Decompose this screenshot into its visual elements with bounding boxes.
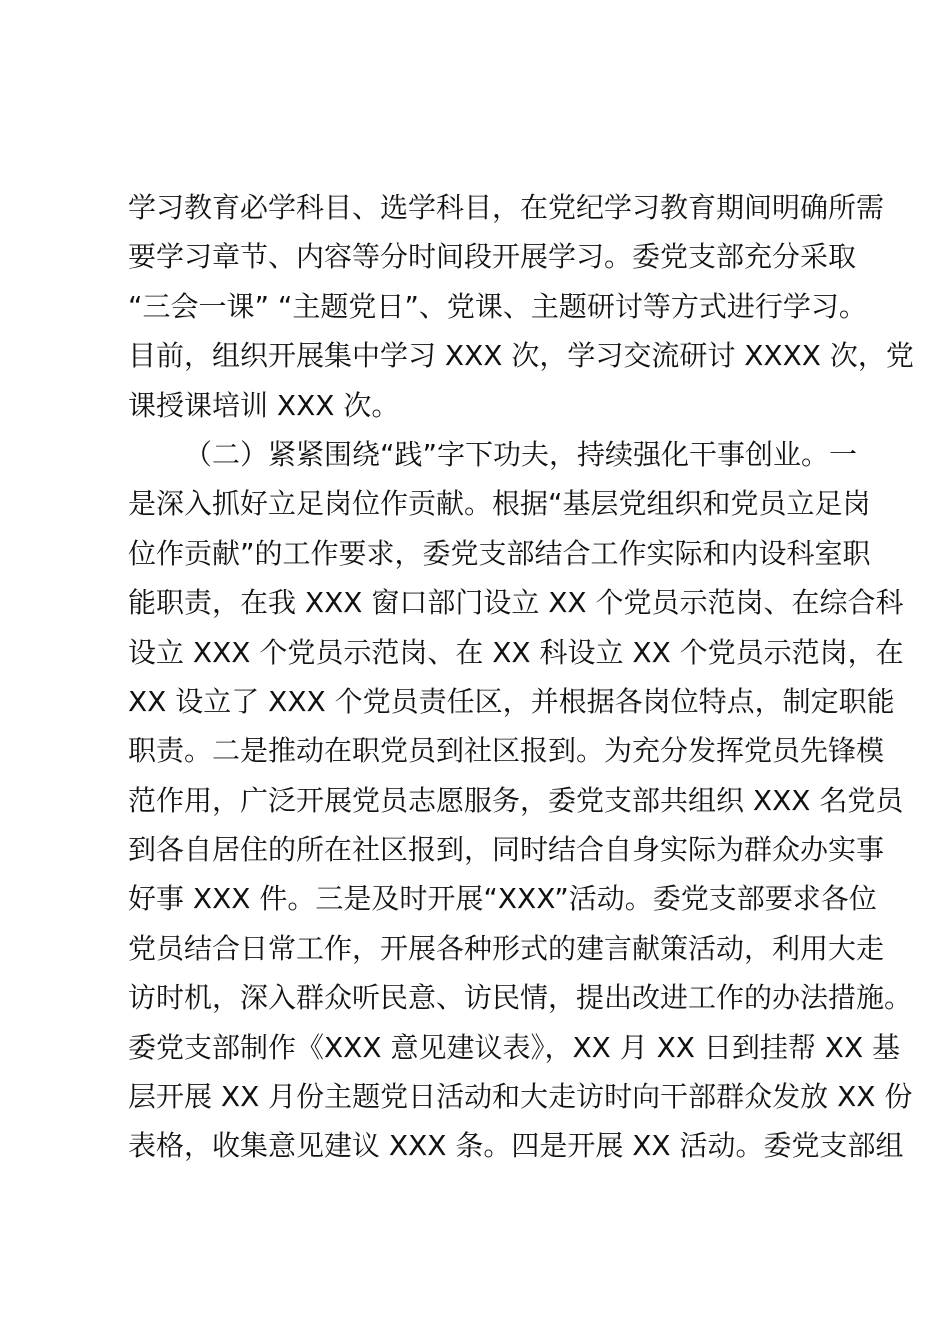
section-heading-line: （二）紧紧围绕“践”字下功夫，持续强化干事创业。一 (184, 437, 858, 471)
text-line: 是深入抓好立足岗位作贡献。根据“基层党组织和党员立足岗 (128, 487, 871, 521)
text-line: 要学习章节、内容等分时间段开展学习。委党支部充分采取 (128, 240, 857, 274)
text-line: 位作贡献”的工作要求，委党支部结合工作实际和内设科室职 (128, 536, 871, 570)
text-line: 好事 XXX 件。三是及时开展“XXX”活动。委党支部要求各位 (128, 882, 877, 916)
text-line: 党员结合日常工作，开展各种形式的建言献策活动，利用大走 (128, 931, 885, 965)
text-line: 课授课培训 XXX 次。 (128, 388, 400, 422)
text-line: 层开展 XX 月份主题党日活动和大走访时向干部群众发放 XX 份 (128, 1080, 913, 1114)
text-line: 职责。二是推动在职党员到社区报到。为充分发挥党员先锋模 (128, 734, 885, 768)
text-line: 范作用，广泛开展党员志愿服务，委党支部共组织 XXX 名党员 (128, 783, 904, 817)
text-line: 表格，收集意见建议 XXX 条。四是开展 XX 活动。委党支部组 (128, 1129, 904, 1163)
text-line: “三会一课” “主题党日”、党课、主题研讨等方式进行学习。 (128, 289, 867, 323)
body-text (128, 183, 914, 1171)
text-line: 目前，组织开展集中学习 XXX 次，学习交流研讨 XXXX 次，党 (128, 339, 914, 373)
text-line: 访时机，深入群众听民意、访民情，提出改进工作的办法措施。 (128, 981, 913, 1015)
text-line: 委党支部制作《XXX 意见建议表》，XX 月 XX 日到挂帮 XX 基 (128, 1030, 901, 1064)
text-line: 能职责，在我 XXX 窗口部门设立 XX 个党员示范岗、在综合科 (128, 586, 904, 620)
text-line: 到各自居住的所在社区报到，同时结合自身实际为群众办实事 (128, 833, 885, 867)
text-line: XX 设立了 XXX 个党员责任区，并根据各岗位特点，制定职能 (128, 684, 895, 718)
text-line: 学习教育必学科目、选学科目，在党纪学习教育期间明确所需 (128, 191, 885, 224)
text-line: 设立 XXX 个党员示范岗、在 XX 科设立 XX 个党员示范岗，在 (128, 635, 904, 669)
